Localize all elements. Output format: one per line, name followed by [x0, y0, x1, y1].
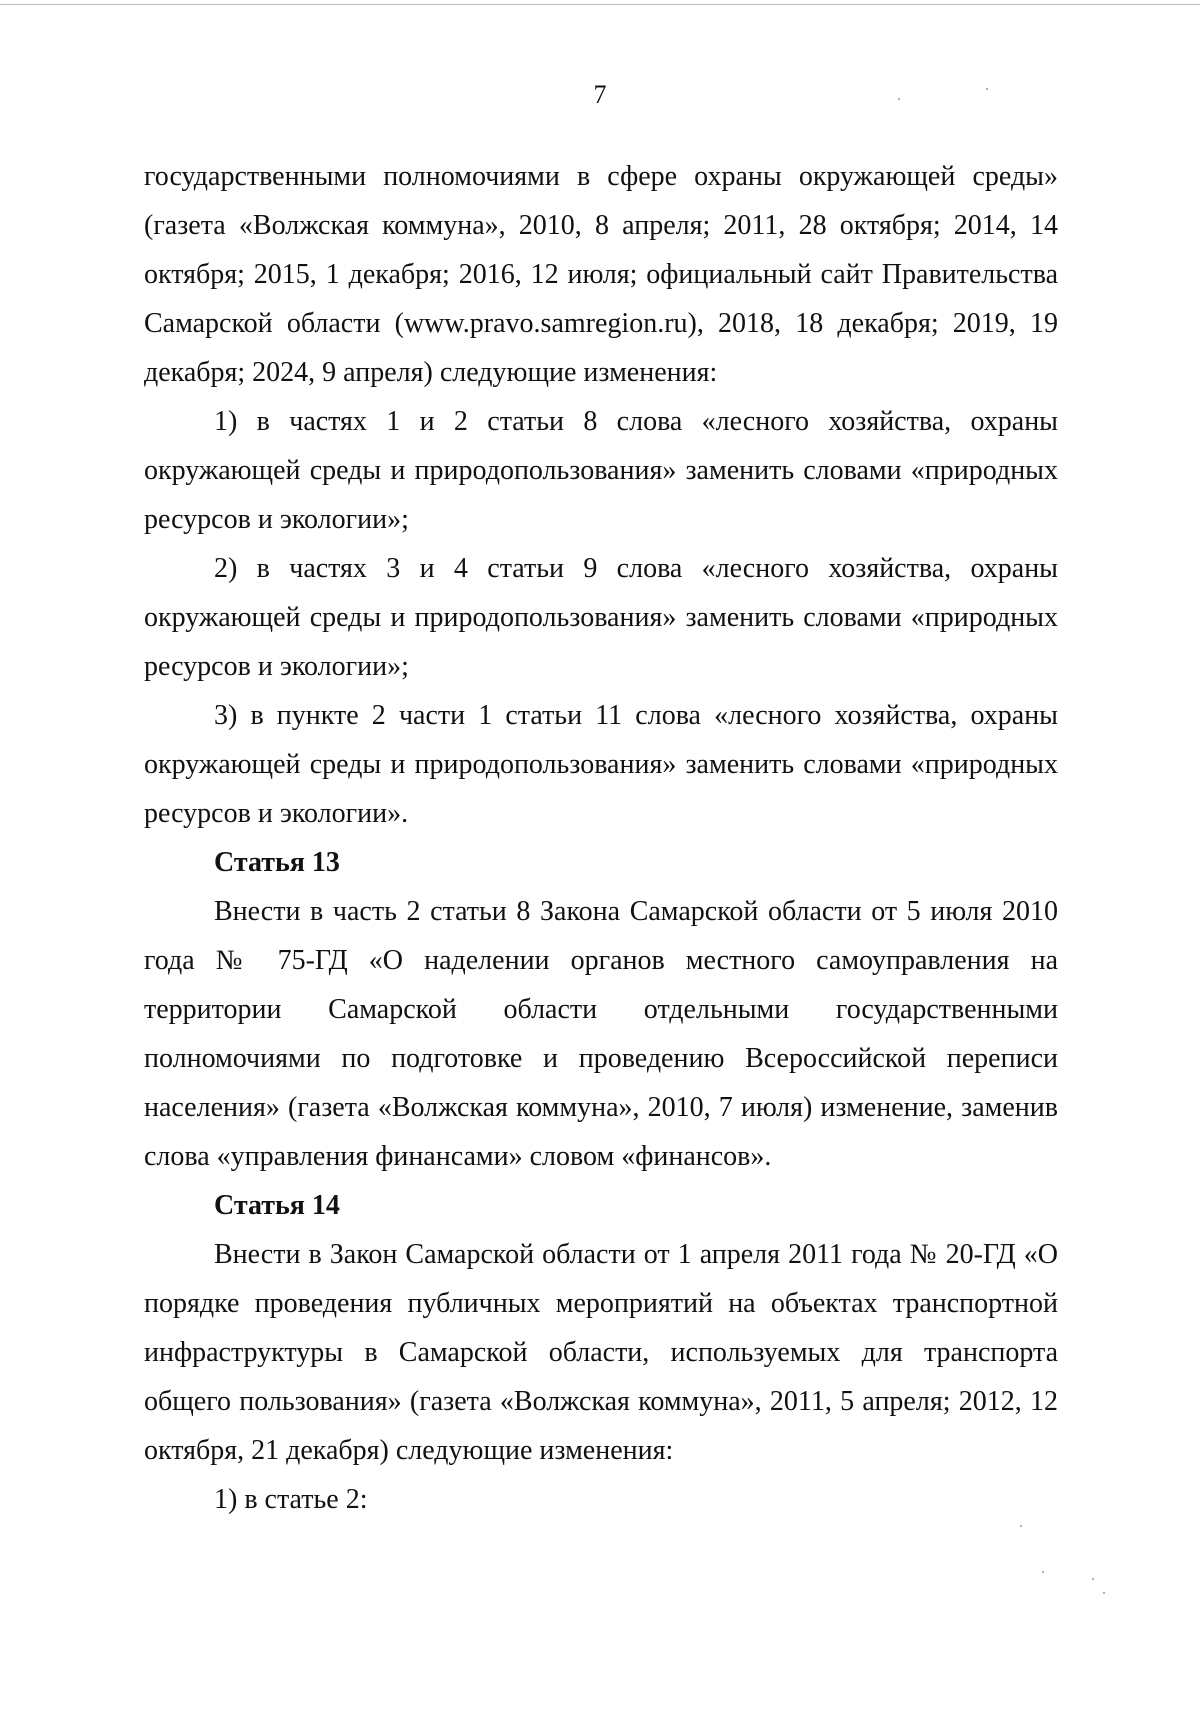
article-14-item-1: 1) в статье 2: [214, 1484, 368, 1515]
paragraph-item-1: 1) в частях 1 и 2 статьи 8 слова «лесного хозяйства, охраны окружающей среды и природопользования» заменить словами «природных ресурсов и экологии»; [144, 406, 1058, 535]
scan-edge-line [0, 4, 1200, 5]
scan-speck [986, 88, 988, 90]
scan-speck [1103, 1592, 1105, 1594]
article-14-heading: Статья 14 [214, 1190, 340, 1221]
paragraph-item-3: 3) в пункте 2 части 1 статьи 11 слова «лесного хозяйства, охраны окружающей среды и природопользования» заменить словами «природных ресурсов и экологии». [144, 700, 1058, 829]
paragraph-item-2: 2) в частях 3 и 4 статьи 9 слова «лесного хозяйства, охраны окружающей среды и природопользования» заменить словами «природных ресурсов и экологии»; [144, 553, 1058, 682]
scan-speck [1020, 1525, 1022, 1527]
page-number: 7 [593, 80, 607, 109]
document-body [144, 152, 1058, 1524]
paragraph-continuation: государственными полномочиями в сфере охраны окружающей среды» (газета «Волжская коммуна», 2010, 8 апреля; 2011, 28 октября; 2014, 14 октября; 2015, 1 декабря; 2016, 12 июля; официальный сайт Правительства Самарской области (www.pravo.samregion.ru), 2018, 18 декабря; 2019, 19 декабря; 2024, 9 апреля) следующие изменения: [144, 161, 1058, 388]
scan-speck [898, 98, 900, 100]
article-14-text: Внести в Закон Самарской области от 1 апреля 2011 года № 20-ГД «О порядке проведения публичных мероприятий на объектах транспортной инфраструктуры в Самарской области, используемых для транспорта общего пользования» (газета «Волжская коммуна», 2011, 5 апреля; 2012, 12 октября, 21 декабря) следующие изменения: [144, 1239, 1058, 1466]
article-13-heading: Статья 13 [214, 847, 340, 878]
scan-speck [1042, 1571, 1044, 1573]
article-13-text: Внести в часть 2 статьи 8 Закона Самарской области от 5 июля 2010 года № 75-ГД «О наделении органов местного самоуправления на территории Самарской области отдельными государственными полномочиями по подготовке и проведению Всероссийской переписи населения» (газета «Волжская коммуна», 2010, 7 июля) изменение, заменив слова «управления финансами» словом «финансов». [144, 896, 1058, 1172]
scan-speck [1092, 1578, 1094, 1580]
